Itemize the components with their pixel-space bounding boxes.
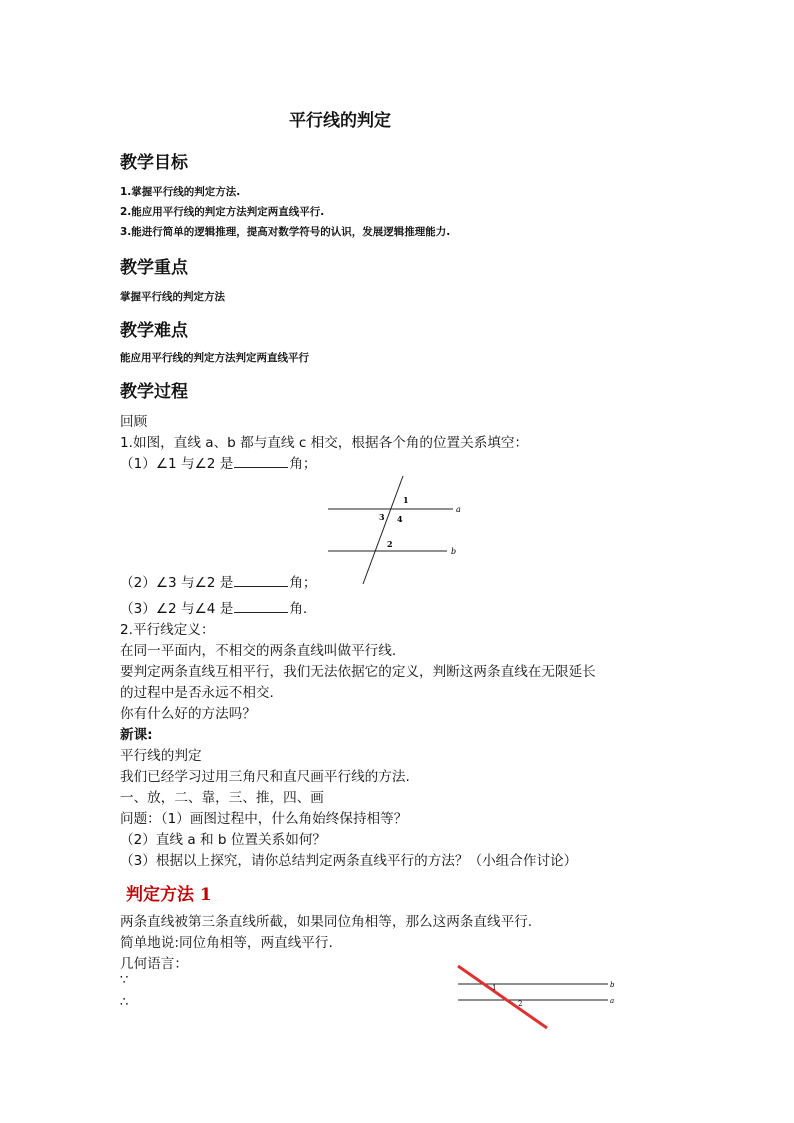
lesson-steps: 一、放，二、靠，三、推，四、画 bbox=[120, 790, 324, 806]
line-label-b: b bbox=[451, 547, 457, 556]
lesson-topic: 平行线的判定 bbox=[120, 748, 202, 764]
key-points-heading: 教学重点 bbox=[120, 258, 188, 278]
line-label-a-fig2: a bbox=[610, 997, 615, 1005]
angle-label-2: 2 bbox=[387, 539, 393, 549]
answer-blank-1[interactable] bbox=[234, 455, 288, 468]
line-label-a: a bbox=[456, 505, 461, 514]
fill-question-2-text: （2）∠3 与∠2 是 bbox=[120, 575, 234, 591]
key-points-text: 掌握平行线的判定方法 bbox=[120, 291, 225, 303]
objective-item-3: 3.能进行简单的逻辑推理，提高对数学符号的认识，发展逻辑推理能力. bbox=[120, 226, 451, 238]
answer-blank-2[interactable] bbox=[234, 574, 288, 587]
lesson-question-1: 问题：（1）画图过程中，什么角始终保持相等？ bbox=[120, 811, 408, 827]
angle-label-1-fig2: 1 bbox=[492, 984, 497, 992]
question-good-method: 你有什么好的方法吗？ bbox=[120, 706, 256, 722]
question-2: 2.平行线定义： bbox=[120, 622, 215, 638]
therefore-symbol: ∴ bbox=[120, 995, 129, 1010]
angle-label-1: 1 bbox=[403, 495, 409, 505]
line-label-b-fig2: b bbox=[610, 981, 615, 989]
paragraph-line-1: 要判定两条直线互相平行，我们无法依据它的定义，判断这两条直线在无限延长 bbox=[120, 664, 596, 680]
fill-question-3 bbox=[120, 597, 307, 617]
because-symbol: ∵ bbox=[120, 973, 129, 988]
line-c bbox=[363, 476, 403, 584]
difficulties-heading: 教学难点 bbox=[120, 321, 188, 341]
answer-blank-3[interactable] bbox=[234, 600, 288, 613]
paragraph-line-2: 的过程中是否永远不相交. bbox=[120, 685, 274, 701]
figure-1-parallel-lines bbox=[325, 474, 475, 586]
fill-question-3-text: （3）∠2 与∠4 是 bbox=[120, 601, 234, 617]
method-1-heading: 判定方法 1 bbox=[126, 885, 212, 905]
angle-label-4: 4 bbox=[397, 514, 403, 524]
lesson-question-3: （3）根据以上探究，请你总结判定两条直线平行的方法？（小组合作讨论） bbox=[120, 853, 578, 869]
angle-label-3: 3 bbox=[379, 512, 385, 522]
new-lesson-label: 新课: bbox=[120, 727, 153, 743]
fill-question-3-suffix: 角. bbox=[289, 601, 308, 617]
process-heading: 教学过程 bbox=[120, 382, 188, 402]
definition-text: 在同一平面内，不相交的两条直线叫做平行线. bbox=[120, 643, 397, 659]
transversal-line bbox=[458, 966, 547, 1028]
method-1-statement: 两条直线被第三条直线所截，如果同位角相等，那么这两条直线平行. bbox=[120, 914, 533, 930]
question-1: 1.如图，直线 a、b 都与直线 c 相交，根据各个角的位置关系填空： bbox=[120, 435, 529, 451]
lesson-line-1: 我们已经学习过用三角尺和直尺画平行线的方法. bbox=[120, 769, 410, 785]
geometry-language-label: 几何语言： bbox=[120, 956, 188, 972]
objective-item-1: 1.掌握平行线的判定方法. bbox=[120, 186, 241, 198]
fill-question-2-suffix: 角； bbox=[289, 575, 317, 591]
objective-item-2: 2.能应用平行线的判定方法判定两直线平行. bbox=[120, 206, 325, 218]
fill-question-1-text: （1）∠1 与∠2 是 bbox=[120, 456, 234, 472]
fill-question-1 bbox=[120, 452, 317, 472]
angle-label-2-fig2: 2 bbox=[518, 1000, 523, 1008]
review-label: 回顾 bbox=[120, 414, 148, 430]
lesson-question-2: （2）直线 a 和 b 位置关系如何？ bbox=[120, 832, 327, 848]
page-title: 平行线的判定 bbox=[289, 111, 391, 131]
figure-2-parallel-lines bbox=[452, 962, 622, 1034]
fill-question-1-suffix: 角； bbox=[289, 456, 317, 472]
difficulties-text: 能应用平行线的判定方法判定两直线平行 bbox=[120, 352, 309, 364]
fill-question-2 bbox=[120, 571, 317, 591]
objectives-heading: 教学目标 bbox=[120, 153, 188, 173]
method-1-short: 简单地说:同位角相等，两直线平行. bbox=[120, 935, 333, 951]
